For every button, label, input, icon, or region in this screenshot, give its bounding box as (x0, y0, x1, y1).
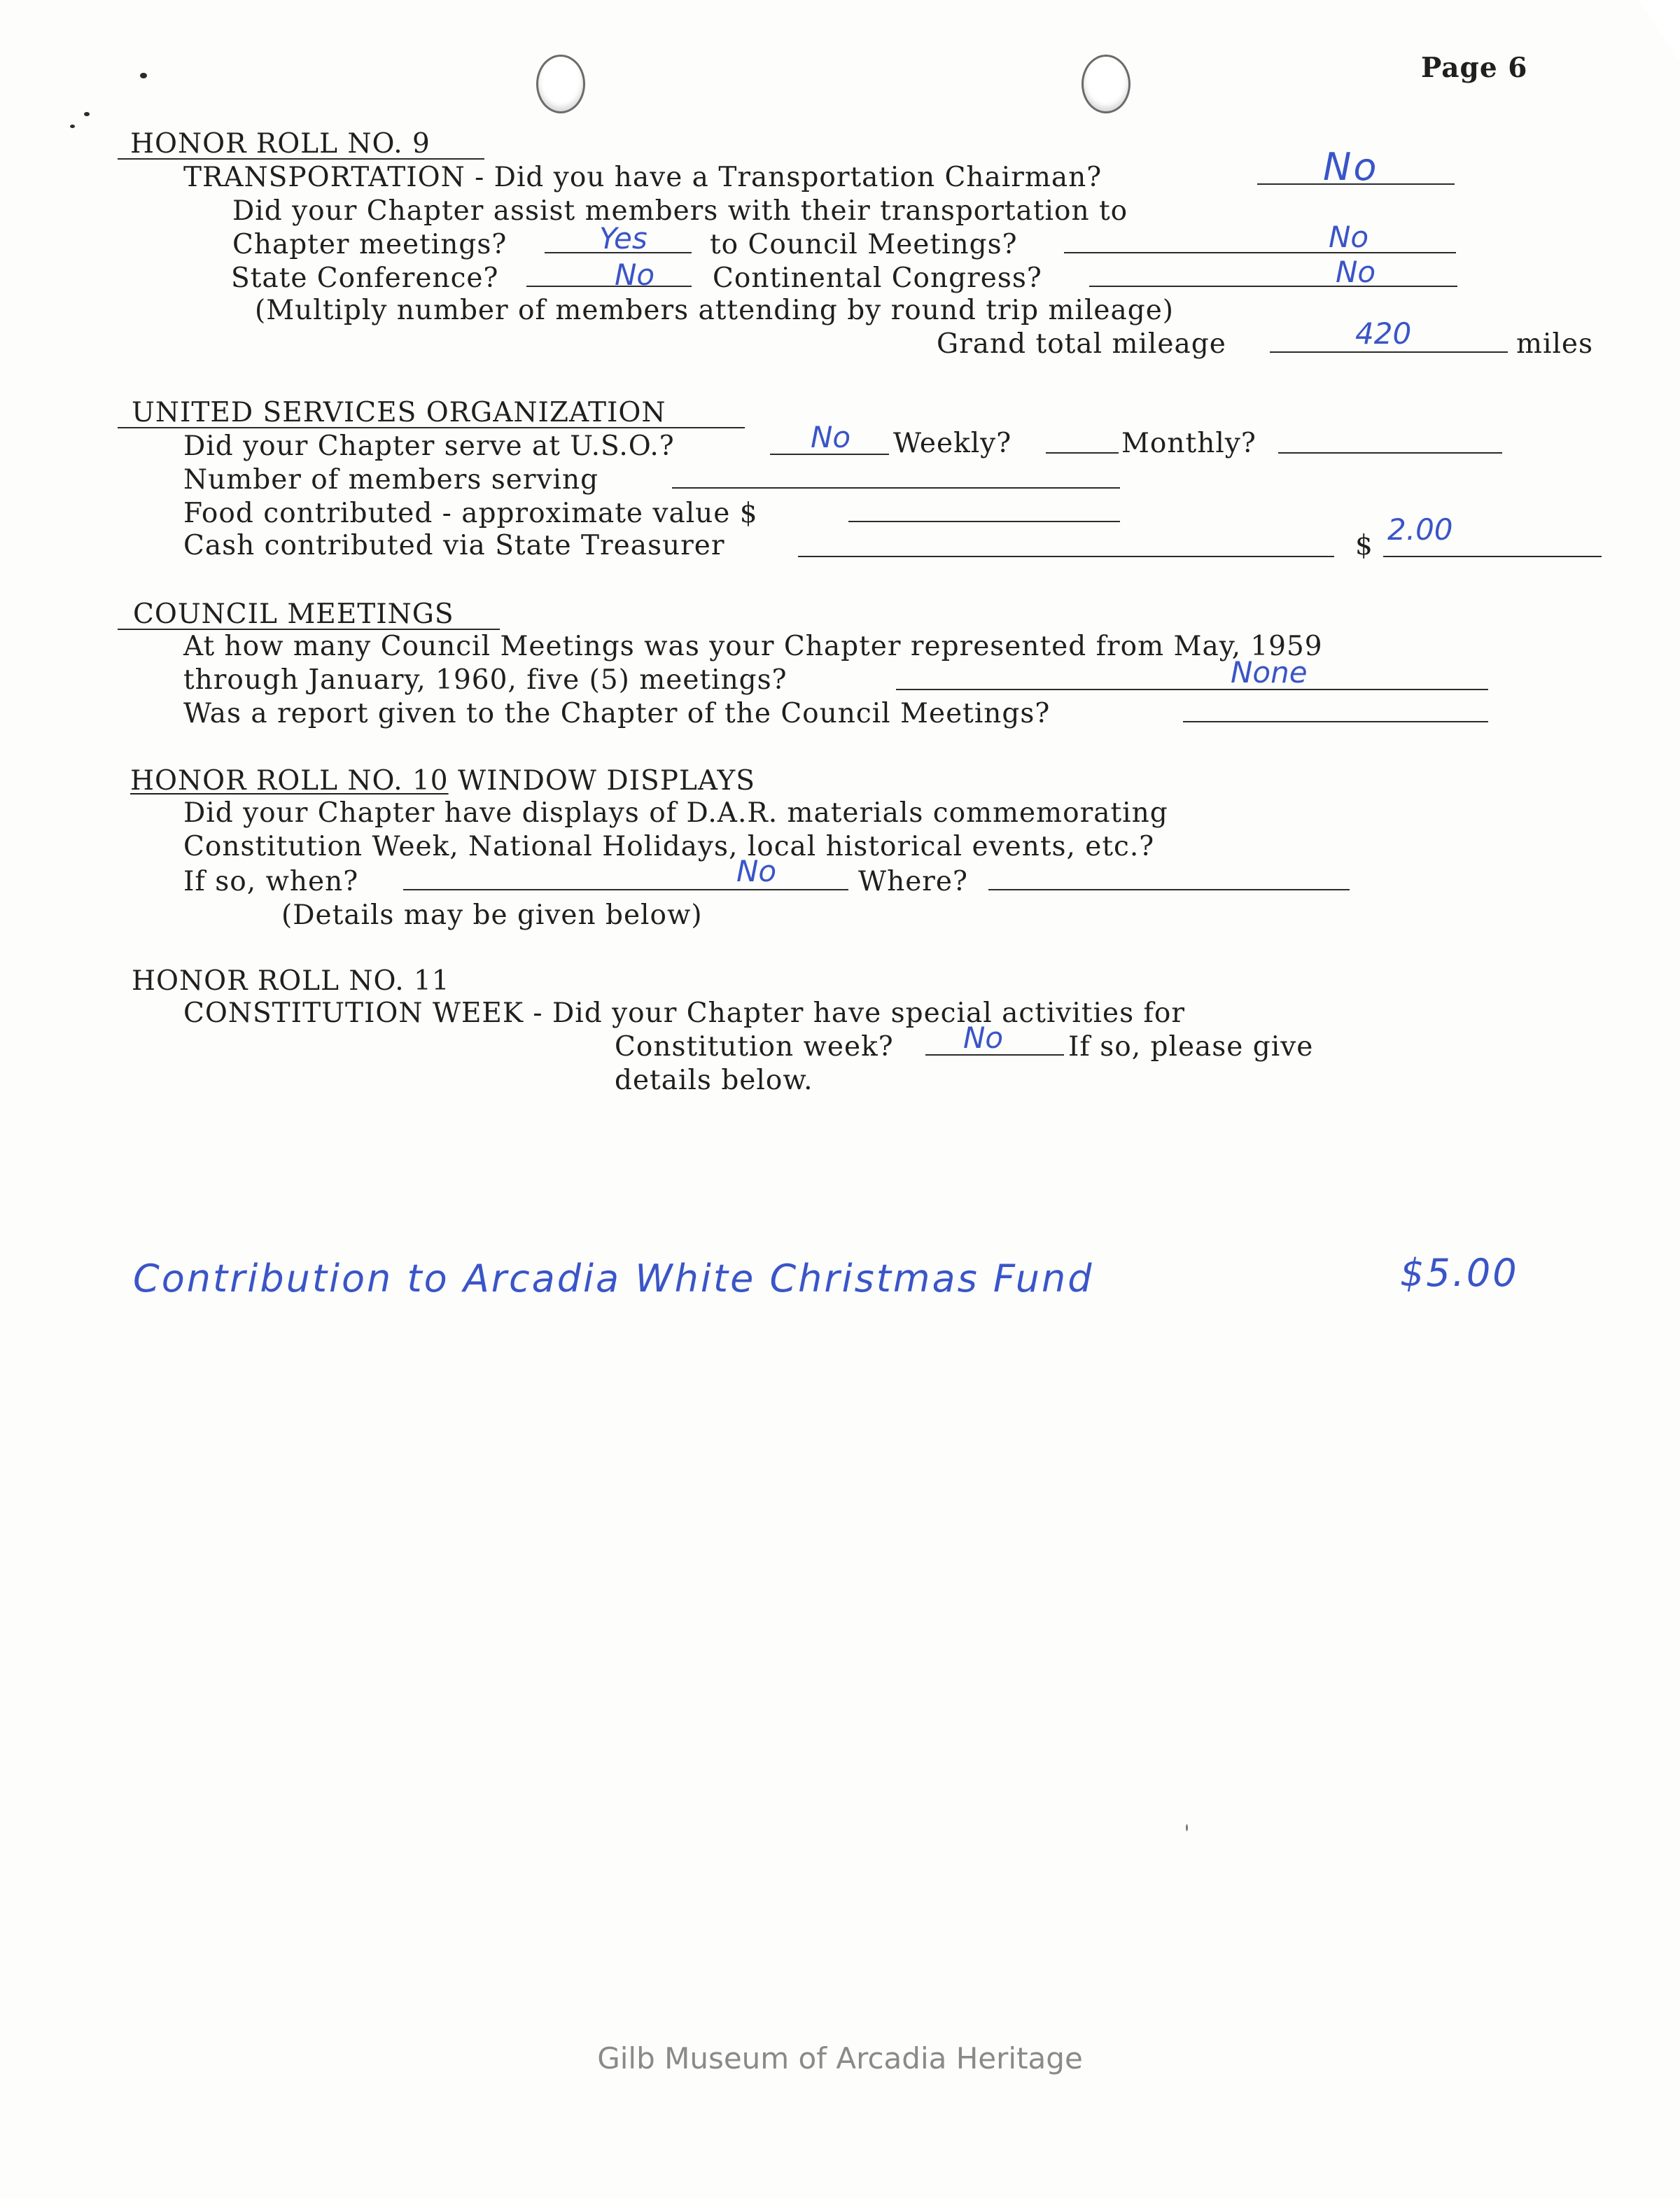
uso-cash-leader-line (798, 556, 1334, 557)
uso-monthly-question: Monthly? (1121, 428, 1256, 459)
uso-serve-question: Did your Chapter serve at U.S.O.? (183, 430, 675, 462)
council-meetings-count-answer: None (1231, 655, 1308, 690)
uso-serve-answer: No (811, 420, 851, 454)
honor-roll-10-number: HONOR ROLL NO. 10 (130, 765, 449, 797)
uso-monthly-answer-line (1278, 452, 1502, 454)
handwritten-contribution-amount: $5.00 (1400, 1251, 1519, 1295)
museum-watermark: Gilb Museum of Arcadia Heritage (597, 2041, 1083, 2076)
uso-weekly-answer-line (1046, 452, 1119, 454)
honor-roll-10-heading (130, 765, 755, 797)
paper-mark (1186, 1824, 1188, 1831)
heading-underline (118, 629, 500, 630)
continental-congress-answer-line (1089, 286, 1457, 287)
constitution-week-question-line1: CONSTITUTION WEEK - Did your Chapter have special activities for (183, 997, 1186, 1029)
transportation-chairman-question: TRANSPORTATION - Did you have a Transportation Chairman? (183, 162, 1102, 193)
heading-underline (118, 427, 745, 428)
uso-heading: UNITED SERVICES ORGANIZATION (132, 397, 666, 428)
grand-total-mileage-label: Grand total mileage (937, 328, 1226, 360)
council-report-question: Was a report given to the Chapter of the Council Meetings? (183, 698, 1051, 729)
state-conference-answer: No (615, 258, 655, 292)
council-meetings-answer: No (1329, 220, 1369, 254)
ink-speck (70, 125, 75, 128)
continental-congress-question: Continental Congress? (713, 262, 1042, 294)
constitution-week-question-line3: details below. (615, 1065, 813, 1096)
honor-roll-9-heading: HONOR ROLL NO. 9 (130, 128, 430, 160)
window-displays-question-line2: Constitution Week, National Holidays, local historical events, etc.? (183, 831, 1155, 862)
state-conference-question: State Conference? (231, 262, 499, 294)
window-displays-question-line1: Did your Chapter have displays of D.A.R. materials commemorating (183, 797, 1168, 829)
window-displays-when-line (403, 889, 848, 890)
honor-roll-11-heading: HONOR ROLL NO. 11 (132, 965, 450, 997)
handwritten-contribution-note: Contribution to Arcadia White Christmas Fund (133, 1256, 1094, 1301)
continental-congress-answer: No (1336, 255, 1376, 289)
ink-speck (140, 73, 147, 78)
council-meetings-question-line1: At how many Council Meetings was your Chapter represented from May, 1959 (183, 631, 1323, 662)
miles-unit: miles (1516, 328, 1594, 360)
transportation-assist-question: Did your Chapter assist members with their transportation to (232, 195, 1128, 227)
ink-speck (84, 112, 90, 116)
council-report-answer-line (1183, 721, 1488, 722)
council-meetings-count-line (896, 689, 1488, 690)
mileage-instruction: (Multiply number of members attending by round trip mileage) (255, 295, 1175, 326)
mileage-answer-line (1270, 351, 1508, 353)
uso-members-answer-line (672, 487, 1120, 489)
window-displays-title: WINDOW DISPLAYS (458, 765, 755, 797)
folded-corner (1638, 0, 1680, 63)
window-displays-where-line (988, 889, 1350, 890)
council-meetings-question-line2: through January, 1960, five (5) meetings? (183, 664, 788, 696)
council-meetings-question: to Council Meetings? (710, 229, 1018, 260)
punch-hole-left (536, 55, 585, 113)
constitution-week-question-line2-rest: If so, please give (1068, 1031, 1314, 1063)
uso-cash-answer-line (1383, 556, 1602, 557)
chapter-meetings-answer: Yes (599, 221, 648, 255)
chairman-answer: No (1323, 145, 1379, 189)
council-meetings-heading: COUNCIL MEETINGS (133, 598, 454, 630)
uso-cash-answer: 2.00 (1387, 512, 1453, 547)
window-displays-when-question: If so, when? (183, 866, 359, 897)
page-number: Page 6 (1421, 52, 1528, 84)
council-meetings-answer-line (1064, 252, 1456, 253)
window-displays-where-question: Where? (858, 866, 968, 897)
constitution-week-answer: No (963, 1021, 1004, 1055)
uso-food-question: Food contributed - approximate value $ (183, 498, 758, 529)
uso-weekly-question: Weekly? (893, 428, 1012, 459)
uso-cash-question: Cash contributed via State Treasurer (183, 530, 725, 561)
punch-hole-right (1082, 55, 1130, 113)
mileage-answer: 420 (1355, 316, 1412, 351)
window-displays-when-answer: No (736, 854, 777, 888)
window-displays-details-note: (Details may be given below) (281, 899, 703, 931)
heading-underline (118, 158, 484, 160)
chapter-meetings-question: Chapter meetings? (232, 229, 507, 260)
constitution-week-question-line2: Constitution week? (615, 1031, 894, 1063)
uso-cash-dollar-sign: $ (1355, 530, 1373, 561)
uso-food-answer-line (848, 521, 1120, 522)
uso-members-question: Number of members serving (183, 464, 599, 496)
state-conference-answer-line (526, 286, 692, 287)
